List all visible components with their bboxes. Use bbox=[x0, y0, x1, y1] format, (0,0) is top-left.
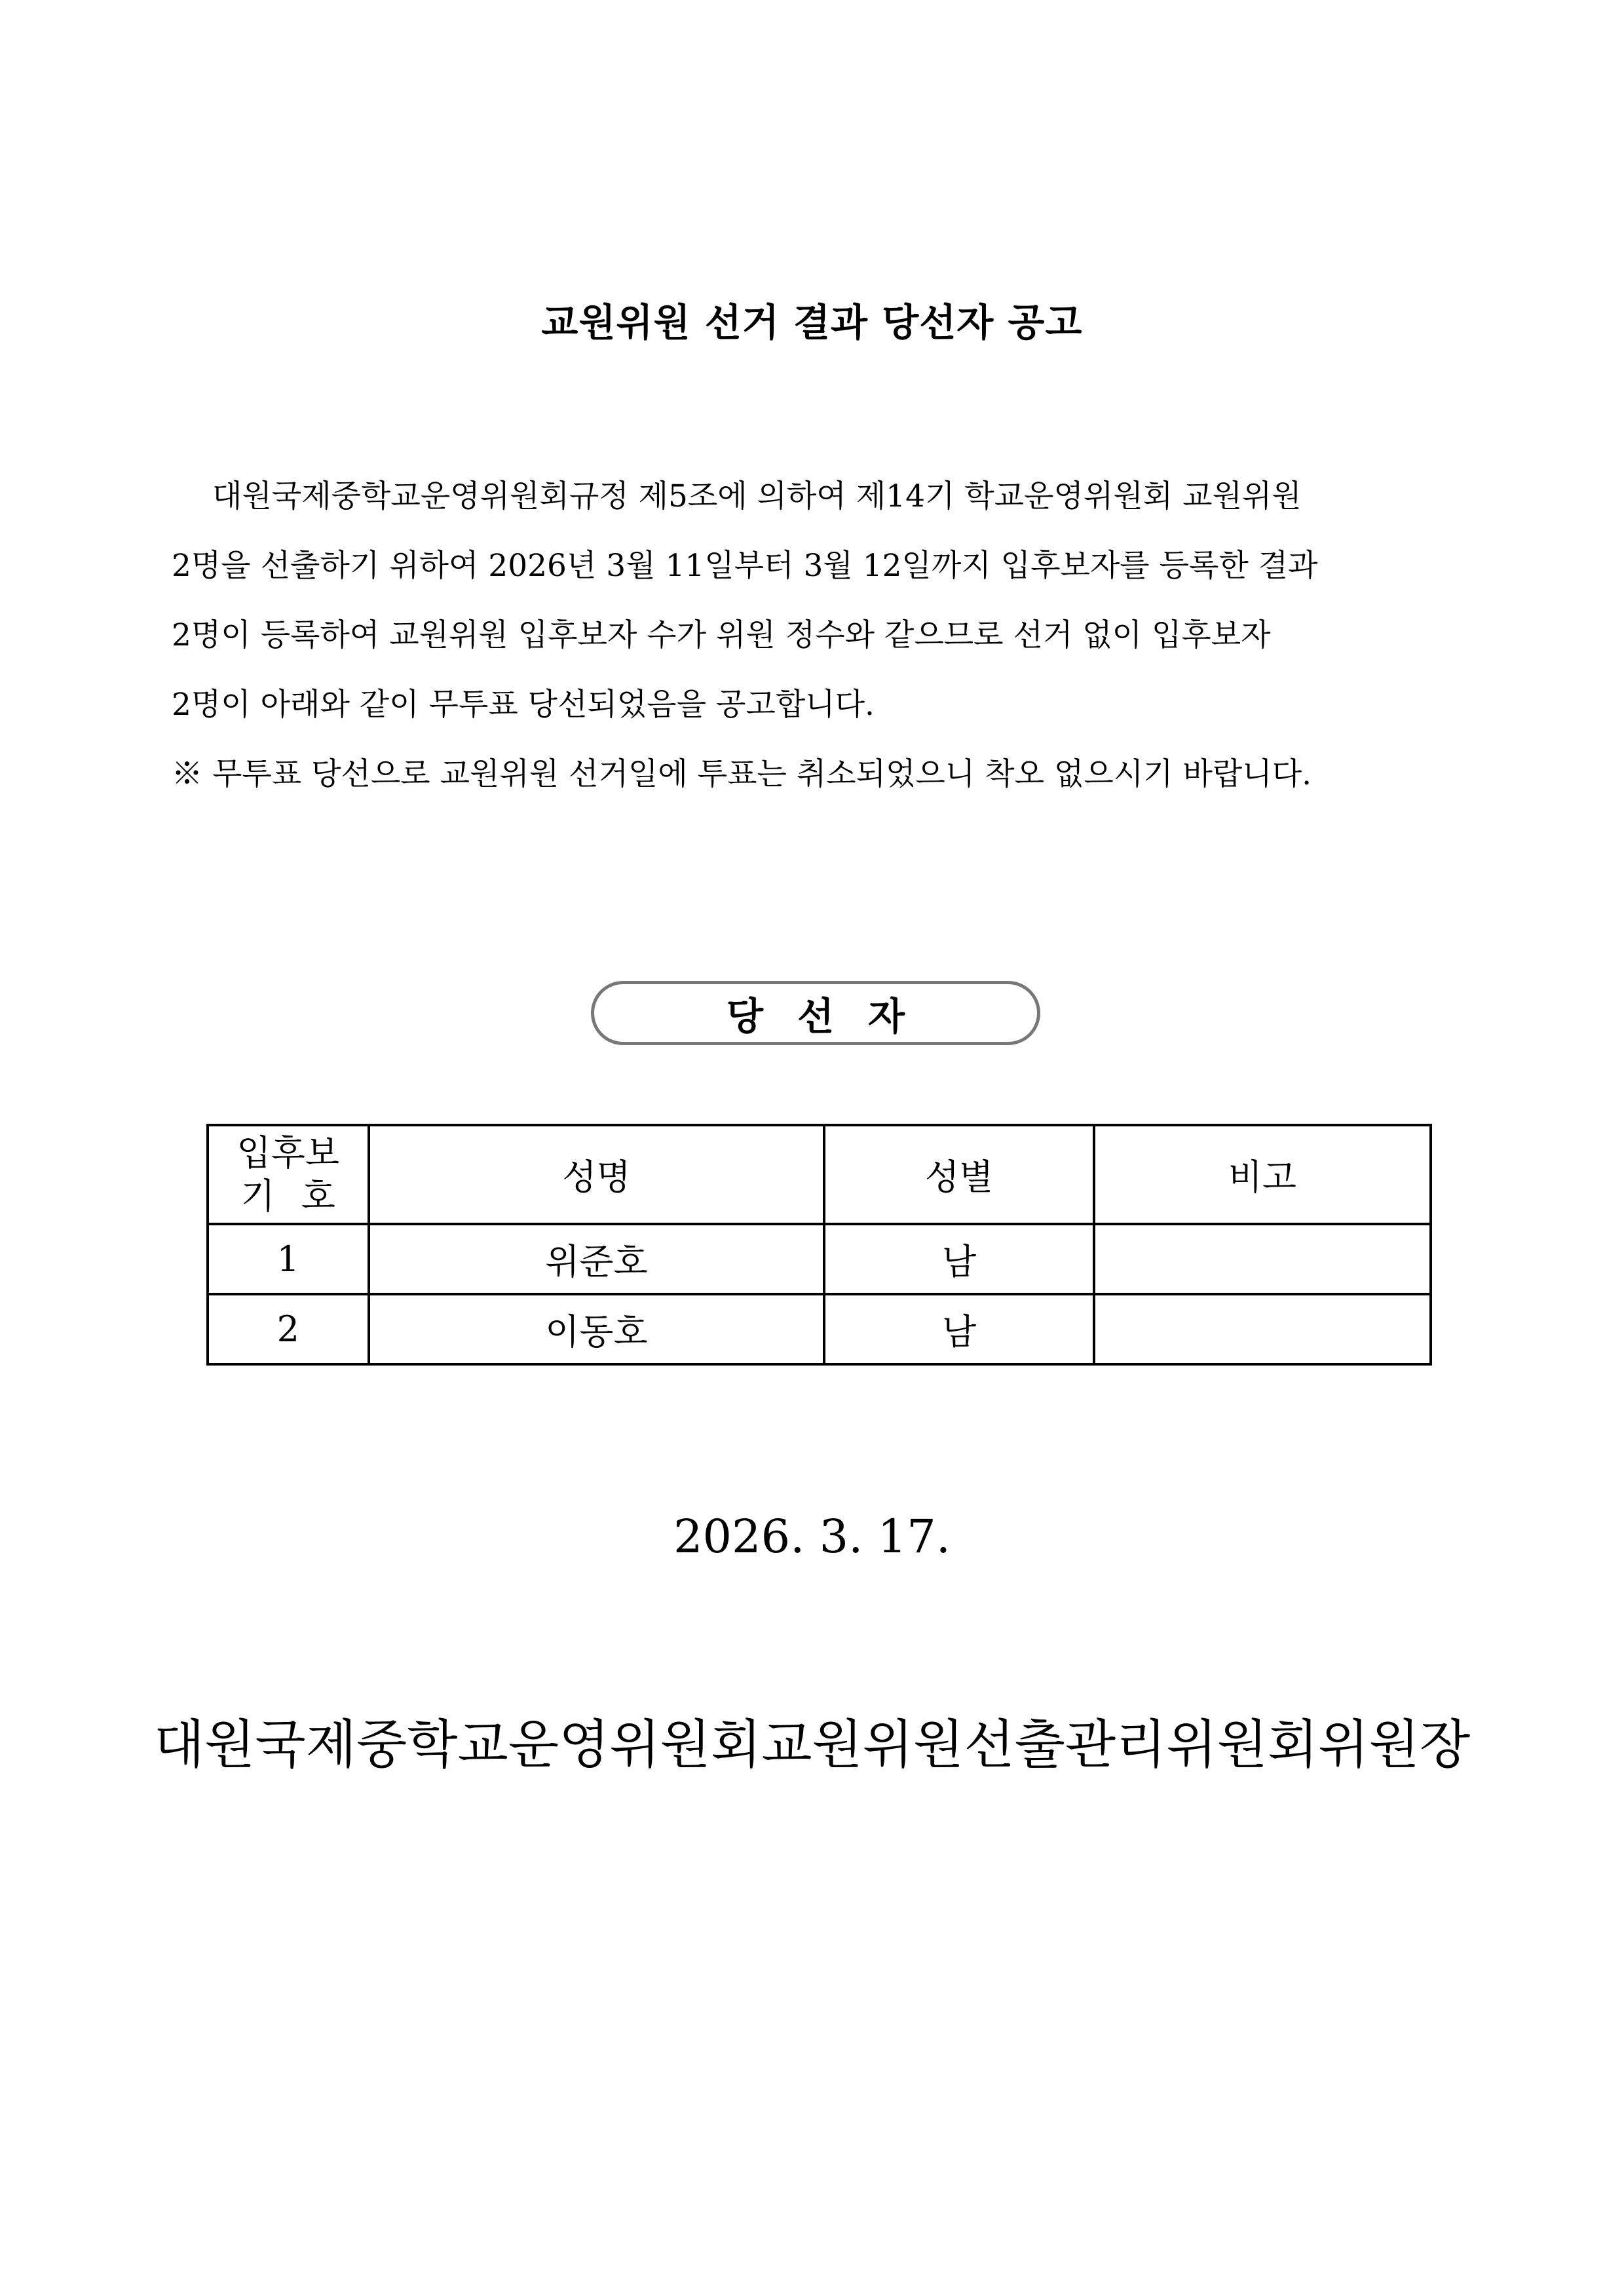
body-line: 대원국제중학교운영위원회규정 제5조에 의하여 제14기 학교운영위원회 교원위원 bbox=[212, 478, 1302, 514]
cell-number: 1 bbox=[208, 1224, 369, 1294]
cell-name: 이동호 bbox=[369, 1294, 825, 1364]
header-gender: 성별 bbox=[824, 1125, 1093, 1224]
header-number-line2: 기호 bbox=[240, 1175, 362, 1217]
signer-title: 대원국제중학교운영위원회교원위원선출관리위원회위원장 bbox=[153, 1714, 1471, 1775]
cell-note bbox=[1094, 1224, 1431, 1294]
table-row bbox=[208, 1294, 1431, 1364]
section-heading: 당선자 bbox=[591, 981, 1040, 1045]
elected-table bbox=[206, 1124, 1432, 1366]
body-line: 2명이 등록하여 교원위원 입후보자 수가 위원 정수와 같으므로 선거 없이 입후보자 bbox=[172, 617, 1271, 653]
header-name: 성명 bbox=[369, 1125, 825, 1224]
table-header-row bbox=[208, 1125, 1431, 1224]
body-line: 2명을 선출하기 위하여 2026년 3월 11일부터 3월 12일까지 입후보자를 등록한 결과 bbox=[172, 548, 1318, 584]
table-row bbox=[208, 1224, 1431, 1294]
announcement-body bbox=[172, 462, 1456, 809]
document-title: 교원위원 선거 결과 당선자 공고 bbox=[541, 300, 1083, 345]
header-number-line1: 입후보 bbox=[236, 1132, 340, 1174]
cell-name: 위준호 bbox=[369, 1224, 825, 1294]
notice-line: ※ 무투표 당선으로 교원위원 선거일에 투표는 취소되었으니 착오 없으시기 바랍니다. bbox=[172, 756, 1312, 792]
announcement-date: 2026. 3. 17. bbox=[673, 1510, 951, 1563]
cell-note bbox=[1094, 1294, 1431, 1364]
header-note: 비고 bbox=[1094, 1125, 1431, 1224]
cell-gender: 남 bbox=[824, 1224, 1093, 1294]
body-line: 2명이 아래와 같이 무투표 당선되었음을 공고합니다. bbox=[172, 687, 875, 723]
cell-number: 2 bbox=[208, 1294, 369, 1364]
cell-gender: 남 bbox=[824, 1294, 1093, 1364]
header-candidate-number bbox=[208, 1125, 369, 1224]
